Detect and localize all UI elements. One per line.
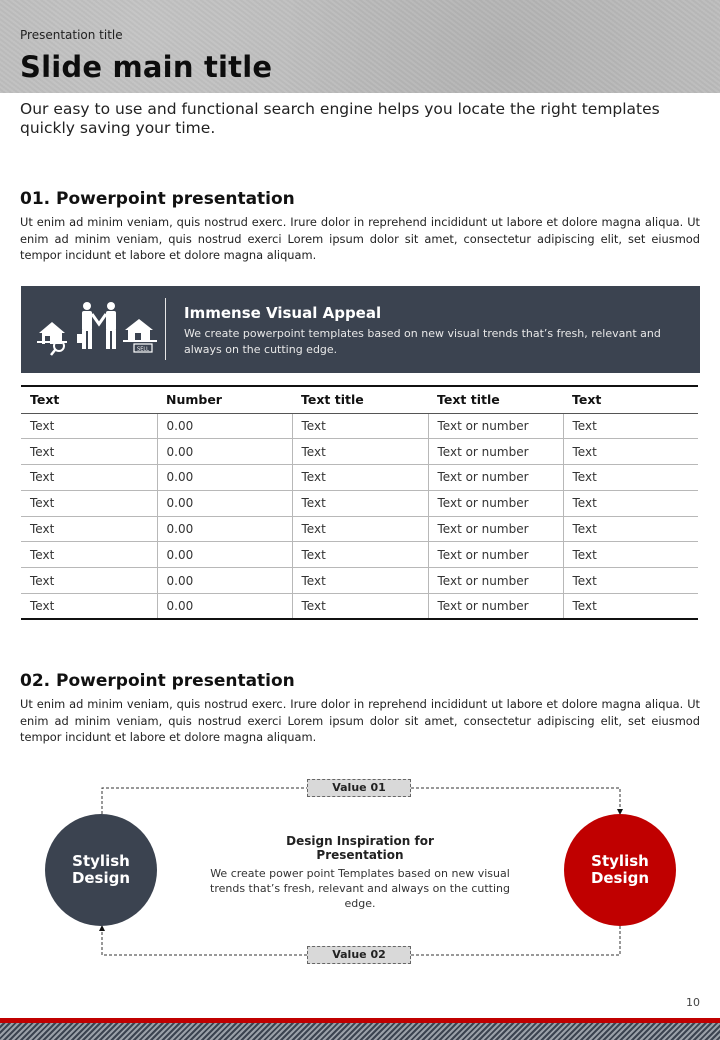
table-cell: Text	[563, 490, 698, 516]
table-cell: 0.00	[157, 594, 292, 620]
cycle-diagram	[0, 770, 720, 970]
table-cell: 0.00	[157, 516, 292, 542]
column-header: Text	[563, 386, 698, 413]
table-cell: Text	[21, 594, 157, 620]
table-cell: Text or number	[428, 568, 563, 594]
center-description: We create power point Templates based on new visual trends that’s fresh, relevant and always on the cutting edge.	[210, 867, 510, 910]
table-row	[21, 413, 698, 439]
table-cell: Text	[292, 594, 428, 620]
table-row	[21, 490, 698, 516]
table-row	[21, 516, 698, 542]
table-cell: Text	[292, 465, 428, 491]
header-banner	[0, 0, 720, 93]
table-cell: Text	[292, 439, 428, 465]
table-cell: Text	[292, 490, 428, 516]
table-cell: Text or number	[428, 516, 563, 542]
table-cell: Text	[563, 439, 698, 465]
column-header: Text	[21, 386, 157, 413]
section-1-title: 01. Powerpoint presentation	[20, 189, 295, 209]
table-cell: Text or number	[428, 465, 563, 491]
section-2-body: Ut enim ad minim veniam, quis nostrud exerc. Irure dolor in reprehend incididunt ut labore et dolore magna aliqua. Ut enim ad minim veniam, quis nostrud exerci Lorem ipsum dolor sit amet, consectetur adipiscing elit, set eiusmod tempor incidunt et labore et dolore magna aliquam.	[20, 697, 700, 744]
table-cell: Text	[563, 516, 698, 542]
column-header: Number	[157, 386, 292, 413]
table-cell: Text	[21, 413, 157, 439]
value-01-label: Value 01	[307, 779, 411, 797]
table-cell: Text	[292, 542, 428, 568]
right-circle-label: Stylish Design	[590, 852, 650, 887]
intro-text: Our easy to use and functional search engine helps you locate the right templates quickly saving your time.	[20, 100, 660, 137]
table-cell: Text	[21, 490, 157, 516]
table-cell: Text	[21, 516, 157, 542]
table-cell: Text	[21, 439, 157, 465]
table-row	[21, 465, 698, 491]
bottom-connector-left	[102, 928, 307, 955]
banner-title: Immense Visual Appeal	[184, 304, 382, 322]
table-cell: 0.00	[157, 542, 292, 568]
table-cell: Text	[21, 465, 157, 491]
table-cell: Text	[563, 568, 698, 594]
visual-appeal-banner	[21, 286, 700, 373]
section-1-body: Ut enim ad minim veniam, quis nostrud exerc. Irure dolor in reprehend incididunt ut labore et dolore magna aliqua. Ut enim ad minim veniam, quis nostrud exerci Lorem ipsum dolor sit amet, consectetur adipiscing elit, set eiusmod tempor incidunt et labore et dolore magna aliquam.	[20, 215, 700, 262]
table-cell: 0.00	[157, 568, 292, 594]
data-table	[21, 385, 698, 620]
table-cell: Text	[563, 542, 698, 568]
table-cell: 0.00	[157, 465, 292, 491]
left-circle	[45, 814, 157, 926]
table-cell: Text or number	[428, 439, 563, 465]
table-cell: Text	[21, 568, 157, 594]
table-cell: Text	[292, 568, 428, 594]
banner-divider	[165, 298, 166, 360]
footer-pattern	[0, 1023, 720, 1040]
table-cell: Text	[563, 465, 698, 491]
center-title: Design Inspiration for Presentation	[286, 834, 434, 862]
house-search-icon	[37, 322, 67, 355]
table-cell: Text or number	[428, 594, 563, 620]
table-cell: Text	[563, 413, 698, 439]
table-cell: Text or number	[428, 542, 563, 568]
table-row	[21, 568, 698, 594]
table-cell: Text	[563, 594, 698, 620]
top-connector	[102, 788, 307, 814]
column-header: Text title	[428, 386, 563, 413]
table-cell: Text or number	[428, 413, 563, 439]
table-cell: 0.00	[157, 439, 292, 465]
bottom-connector-right	[411, 926, 620, 955]
table-cell: Text	[21, 542, 157, 568]
left-circle-label: Stylish Design	[71, 852, 131, 887]
table-cell: 0.00	[157, 490, 292, 516]
house-sell-icon	[123, 319, 157, 353]
right-circle	[564, 814, 676, 926]
real-estate-icons	[37, 300, 157, 356]
section-2-title: 02. Powerpoint presentation	[20, 671, 295, 691]
page-number: 10	[686, 996, 700, 1009]
table-header-row	[21, 386, 698, 413]
handshake-people-icon	[77, 302, 116, 349]
banner-description: We create powerpoint templates based on new visual trends that’s fresh, relevant and always on the cutting edge.	[184, 327, 661, 356]
table-row	[21, 439, 698, 465]
svg-text:SELL: SELL	[137, 346, 149, 353]
table-row	[21, 542, 698, 568]
presentation-title: Presentation title	[20, 28, 123, 42]
table-cell: Text	[292, 413, 428, 439]
table-cell: Text or number	[428, 490, 563, 516]
value-02-label: Value 02	[307, 946, 411, 964]
column-header: Text title	[292, 386, 428, 413]
table-row	[21, 594, 698, 620]
slide-main-title: Slide main title	[20, 50, 273, 84]
top-connector-right	[411, 788, 620, 812]
table-cell: Text	[292, 516, 428, 542]
table-cell: 0.00	[157, 413, 292, 439]
